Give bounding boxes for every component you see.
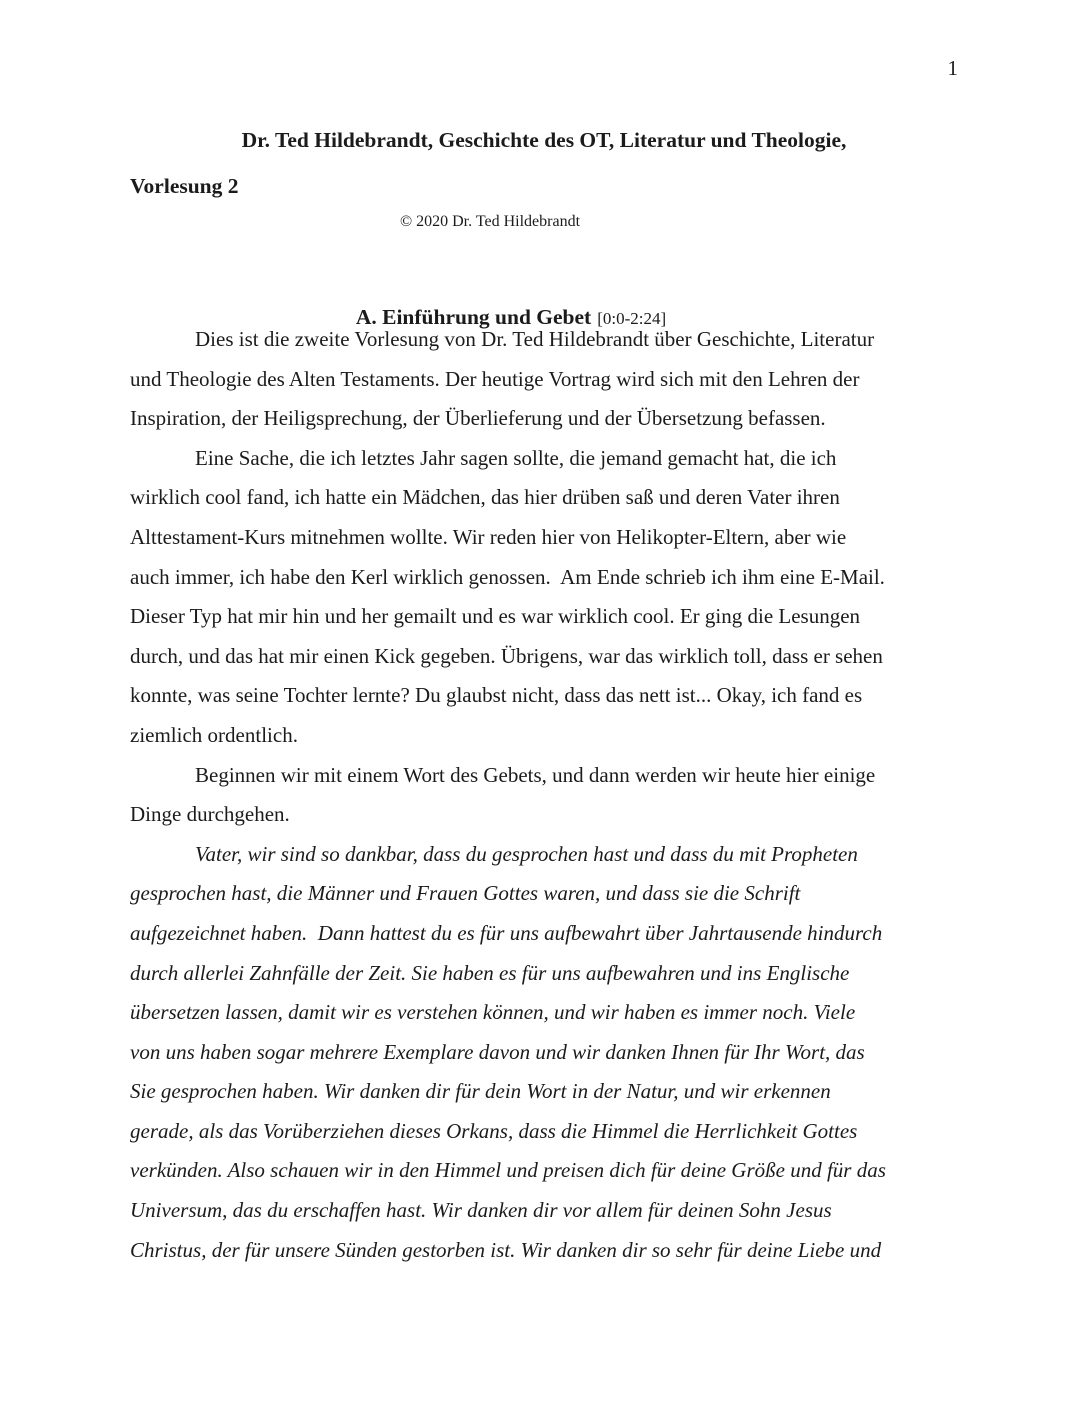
text-line: durch, und das hat mir einen Kick gegeben. Übrigens, war das wirklich toll, dass er sehen	[130, 643, 883, 668]
text-line: Inspiration, der Heiligsprechung, der Überlieferung und der Übersetzung befassen.	[130, 406, 826, 431]
text-line: gesprochen hast, die Männer und Frauen Gottes waren, und dass sie die Schrift	[130, 881, 801, 906]
text-line: Alttestament-Kurs mitnehmen wollte. Wir reden hier von Helikopter-Eltern, aber wie	[130, 524, 847, 549]
text-line: aufgezeichnet haben. Dann hattest du es für uns aufbewahrt über Jahrtausende hindurch	[130, 920, 883, 945]
paragraph	[130, 439, 958, 756]
text-line: Vater, wir sind so dankbar, dass du gesprochen hast und dass du mit Propheten	[195, 841, 858, 866]
text-line: Sie gesprochen haben. Wir danken dir für dein Wort in der Natur, und wir erkennen	[130, 1079, 831, 1104]
document-title-line-1: Dr. Ted Hildebrandt, Geschichte des OT, Literatur und Theologie,	[241, 128, 847, 152]
text-line: konnte, was seine Tochter lernte? Du glaubst nicht, dass das nett ist... Okay, ich fand es	[130, 683, 863, 708]
text-line: wirklich cool fand, ich hatte ein Mädchen, das hier drüben saß und deren Vater ihren	[130, 485, 840, 510]
paragraph	[130, 320, 958, 439]
text-line: Dies ist die zweite Vorlesung von Dr. Ted Hildebrandt über Geschichte, Literatur	[195, 327, 875, 351]
section-heading-timecode: [0:0-2:24]	[597, 309, 667, 328]
text-line: Christus, der für unsere Sünden gestorben ist. Wir danken dir so sehr für deine Liebe und	[130, 1237, 882, 1262]
text-line: von uns haben sogar mehrere Exemplare davon und wir danken Ihnen für Ihr Wort, das	[130, 1039, 865, 1064]
text-line: Dieser Typ hat mir hin und her gemailt und es war wirklich cool. Er ging die Lesungen	[130, 604, 861, 629]
section-heading-title: A. Einführung und Gebet	[355, 305, 592, 329]
text-line: Dinge durchgehen.	[130, 802, 290, 827]
copyright-line: © 2020 Dr. Ted Hildebrandt	[399, 213, 581, 230]
text-line: gerade, als das Vorüberziehen dieses Orkans, dass die Himmel die Herrlichkeit Gottes	[130, 1118, 858, 1143]
paragraph	[130, 835, 958, 1271]
text-line: ziemlich ordentlich.	[130, 722, 298, 747]
text-line: Universum, das du erschaffen hast. Wir danken dir vor allem für deinen Sohn Jesus	[130, 1198, 832, 1223]
document-title-line-2: Vorlesung 2	[130, 174, 239, 198]
page-number: 1	[947, 56, 958, 80]
text-line: auch immer, ich habe den Kerl wirklich genossen. Am Ende schrieb ich ihm eine E-Mail.	[130, 564, 885, 589]
paragraph	[130, 756, 958, 835]
text-line: übersetzen lassen, damit wir es verstehen können, und wir haben es immer noch. Viele	[130, 1000, 856, 1025]
document-body	[130, 320, 958, 1270]
text-line: und Theologie des Alten Testaments. Der heutige Vortrag wird sich mit den Lehren der	[130, 366, 860, 391]
text-line: verkünden. Also schauen wir in den Himmel und preisen dich für deine Größe und für das	[130, 1158, 886, 1183]
text-line: Eine Sache, die ich letztes Jahr sagen sollte, die jemand gemacht hat, die ich	[195, 445, 837, 470]
text-line: Beginnen wir mit einem Wort des Gebets, und dann werden wir heute hier einige	[195, 762, 876, 787]
text-line: durch allerlei Zahnfälle der Zeit. Sie haben es für uns aufbewahren und ins Englische	[130, 960, 850, 985]
